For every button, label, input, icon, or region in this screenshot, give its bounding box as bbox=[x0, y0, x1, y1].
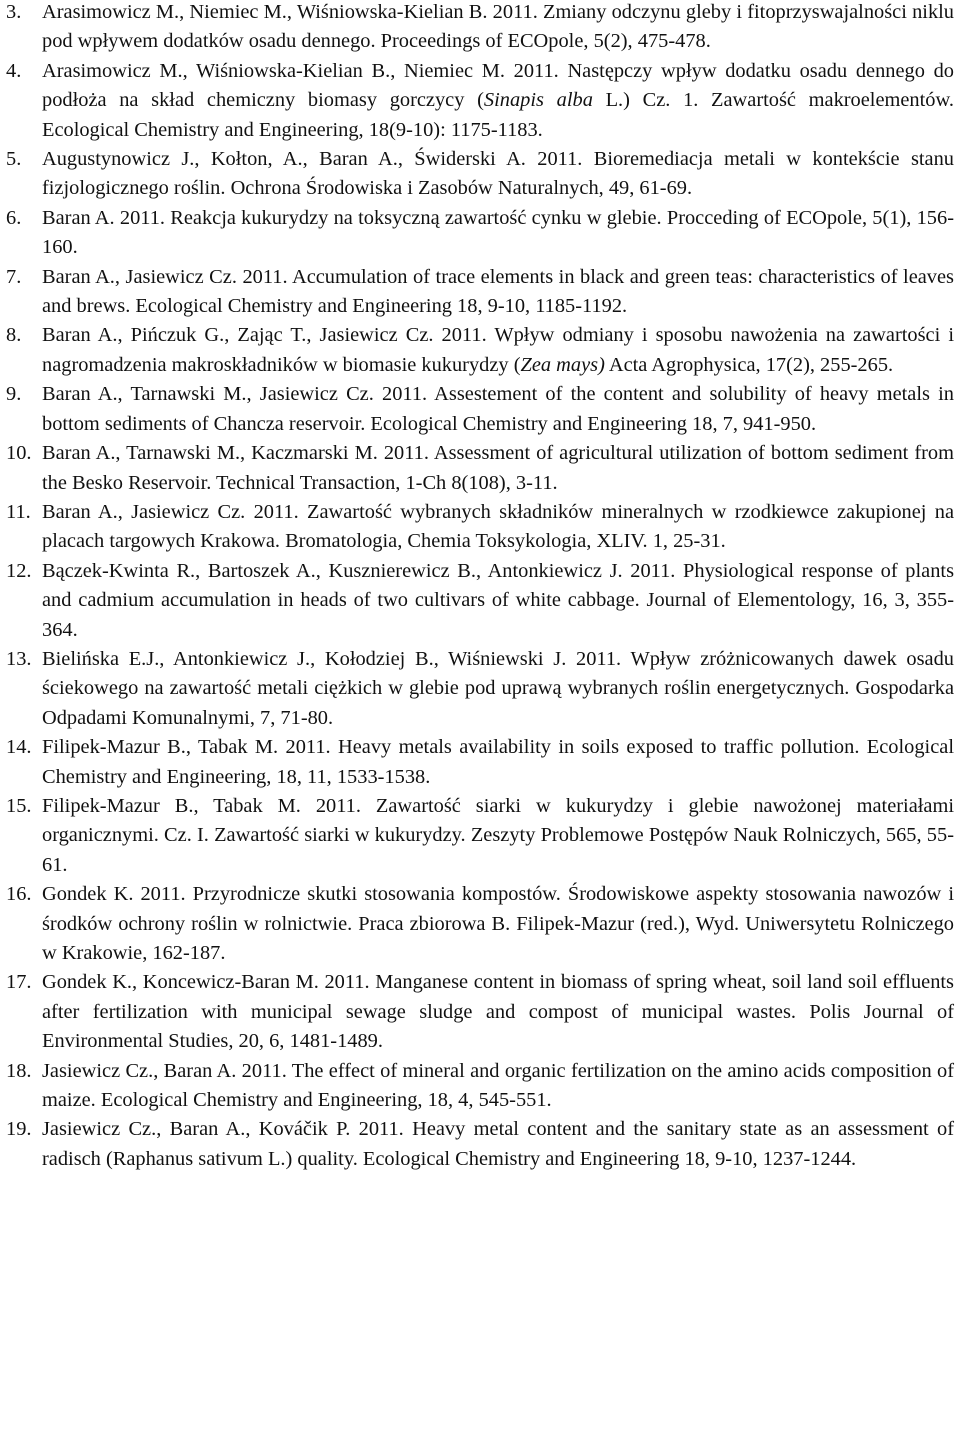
reference-number: 19. bbox=[6, 1118, 32, 1141]
reference-number: 3. bbox=[6, 1, 22, 23]
reference-number: 16. bbox=[6, 883, 32, 906]
reference-text bbox=[42, 971, 954, 1052]
reference-text-segment: Gondek K., Koncewicz-Baran M. 2011. Manganese content in biomass of spring wheat, soil land soil effluents after fertilization with municipal sewage sludge and compost of municipal wastes. Polis Journal of Environmental Studies, 20, 6, 1481-1489. bbox=[42, 971, 954, 1053]
reference-italic-text: Sinapis alba bbox=[483, 89, 593, 112]
reference-text bbox=[42, 148, 954, 199]
reference-item bbox=[6, 557, 954, 645]
reference-text bbox=[42, 1060, 954, 1111]
reference-text-segment: Jasiewicz Cz., Baran A. 2011. The effect of mineral and organic fertilization on the amino acids composition of maize. Ecological Chemistry and Engineering, 18, 4, 545-551. bbox=[42, 1059, 954, 1112]
reference-item bbox=[6, 204, 954, 263]
reference-text-segment: Bielińska E.J., Antonkiewicz J., Kołodziej B., Wiśniewski J. 2011. Wpływ zróżnicowanych dawek osadu ściekowego na zawartość metali ciężkich w glebie pod uprawą wybranych roślin energetycznych. Gospodarka Odpadami Komunalnymi, 7, 71-80. bbox=[42, 647, 954, 729]
reference-item bbox=[6, 145, 954, 204]
reference-text bbox=[42, 60, 954, 141]
reference-text bbox=[42, 383, 954, 434]
reference-text-segment: Arasimowicz M., Niemiec M., Wiśniowska-Kielian B. 2011. Zmiany odczynu gleby i fitoprzyswajalności niklu pod wpływem dodatków osadu dennego. Proceedings of ECOpole, 5(2), 475-478. bbox=[42, 1, 954, 53]
reference-text bbox=[42, 648, 954, 729]
reference-text-segment: Baran A., Tarnawski M., Kaczmarski M. 2011. Assessment of agricultural utilization of bottom sediment from the Besko Reservoir. Technical Transaction, 1-Ch 8(108), 3-11. bbox=[42, 442, 954, 494]
reference-text bbox=[42, 883, 954, 964]
reference-item bbox=[6, 880, 954, 968]
reference-number: 11. bbox=[6, 500, 31, 523]
reference-item bbox=[6, 263, 954, 322]
reference-item bbox=[6, 792, 954, 880]
reference-number: 10. bbox=[6, 442, 32, 465]
reference-number: 15. bbox=[6, 794, 32, 817]
reference-item bbox=[6, 0, 954, 57]
reference-text-segment: Bączek-Kwinta R., Bartoszek A., Kusznierewicz B., Antonkiewicz J. 2011. Physiological response of plants and cadmium accumulation in heads of two cultivars of white cabbage. Journal of Elementology, 16, 3, 355-364. bbox=[42, 559, 954, 641]
reference-number: 6. bbox=[6, 206, 22, 229]
reference-item bbox=[6, 498, 954, 557]
reference-item bbox=[6, 380, 954, 439]
reference-text-segment: Acta Agrophysica, 17(2), 255-265. bbox=[604, 353, 894, 376]
reference-number: 7. bbox=[6, 265, 22, 288]
reference-text bbox=[42, 736, 954, 787]
reference-text-segment: Baran A., Jasiewicz Cz. 2011. Accumulation of trace elements in black and green teas: characteristics of leaves and brews. Ecological Chemistry and Engineering 18, 9-10, 1185-1192. bbox=[42, 265, 954, 318]
reference-text-segment: Gondek K. 2011. Przyrodnicze skutki stosowania kompostów. Środowiskowe aspekty stosowania nawozów i środków ochrony roślin w rolnictwie. Praca zbiorowa B. Filipek-Mazur (red.), Wyd. Uniwersytetu Rolniczego w Krakowie, 162-187. bbox=[42, 883, 954, 964]
reference-text-segment: Arasimowicz M., Wiśniowska-Kielian B., Niemiec M. 2011. Następczy wpływ dodatku osadu dennego do podłoża na skład chemiczny biomasy gorczycy ( bbox=[42, 59, 954, 112]
reference-number: 12. bbox=[6, 559, 32, 582]
reference-number: 14. bbox=[6, 736, 32, 759]
reference-italic-text: Zea mays) bbox=[520, 353, 605, 376]
reference-item bbox=[6, 439, 954, 498]
reference-number: 4. bbox=[6, 59, 22, 82]
reference-text bbox=[42, 442, 954, 493]
reference-text bbox=[42, 560, 954, 641]
reference-text bbox=[42, 266, 954, 317]
reference-item bbox=[6, 321, 954, 380]
reference-item bbox=[6, 968, 954, 1056]
reference-item bbox=[6, 1057, 954, 1116]
reference-text-segment: Filipek-Mazur B., Tabak M. 2011. Heavy metals availability in soils exposed to traffic pollution. Ecological Chemistry and Engineering, 18, 11, 1533-1538. bbox=[42, 736, 954, 788]
reference-text-segment: Jasiewicz Cz., Baran A., Kováčik P. 2011. Heavy metal content and the sanitary state as an assessment of radisch (Raphanus sativum L.) quality. Ecological Chemistry and Engineering 18, 9-10, 1237-1244. bbox=[42, 1118, 954, 1170]
reference-text bbox=[42, 501, 954, 552]
reference-item bbox=[6, 733, 954, 792]
reference-text-segment: Baran A., Pińczuk G., Zając T., Jasiewicz Cz. 2011. Wpływ odmiany i sposobu nawożenia na zawartości i nagromadzenia makroskładników w biomasie kukurydzy ( bbox=[42, 324, 954, 376]
reference-text-segment: Baran A. 2011. Reakcja kukurydzy na toksyczną zawartość cynku w glebie. Procceding of ECOpole, 5(1), 156-160. bbox=[42, 206, 954, 259]
reference-number: 8. bbox=[6, 324, 22, 347]
reference-number: 9. bbox=[6, 383, 22, 406]
reference-text bbox=[42, 1, 954, 52]
reference-text-segment: Augustynowicz J., Kołton, A., Baran A., Świderski A. 2011. Bioremediacja metali w kontekście stanu fizjologicznego roślin. Ochrona Środowiska i Zasobów Naturalnych, 49, 61-69. bbox=[42, 148, 954, 200]
reference-number: 5. bbox=[6, 148, 22, 171]
reference-text bbox=[42, 207, 954, 258]
reference-text bbox=[42, 1118, 954, 1169]
reference-list bbox=[6, 0, 954, 1174]
reference-number: 17. bbox=[6, 971, 32, 994]
reference-number: 18. bbox=[6, 1059, 32, 1082]
reference-text bbox=[42, 324, 954, 375]
reference-text bbox=[42, 795, 954, 876]
reference-text-segment: L.) Cz. 1. Zawartość makroelementów. Ecological Chemistry and Engineering, 18(9-10): 1175-1183. bbox=[42, 89, 954, 141]
reference-text-segment: Filipek-Mazur B., Tabak M. 2011. Zawartość siarki w kukurydzy i glebie nawożonej materiałami organicznymi. Cz. I. Zawartość siarki w kukurydzy. Zeszyty Problemowe Postępów Nauk Rolniczych, 565, 55-61. bbox=[42, 794, 954, 876]
reference-text-segment: Baran A., Jasiewicz Cz. 2011. Zawartość wybranych składników mineralnych w rzodkiewce zakupionej na placach targowych Krakowa. Bromatologia, Chemia Toksykologia, XLIV. 1, 25-31. bbox=[42, 500, 954, 553]
reference-text-segment: Baran A., Tarnawski M., Jasiewicz Cz. 2011. Assestement of the content and solubility of heavy metals in bottom sediments of Chancza reservoir. Ecological Chemistry and Engineering 18, 7, 941-950. bbox=[42, 383, 954, 435]
reference-item bbox=[6, 57, 954, 145]
reference-item bbox=[6, 1115, 954, 1174]
reference-item bbox=[6, 645, 954, 733]
reference-number: 13. bbox=[6, 647, 32, 670]
